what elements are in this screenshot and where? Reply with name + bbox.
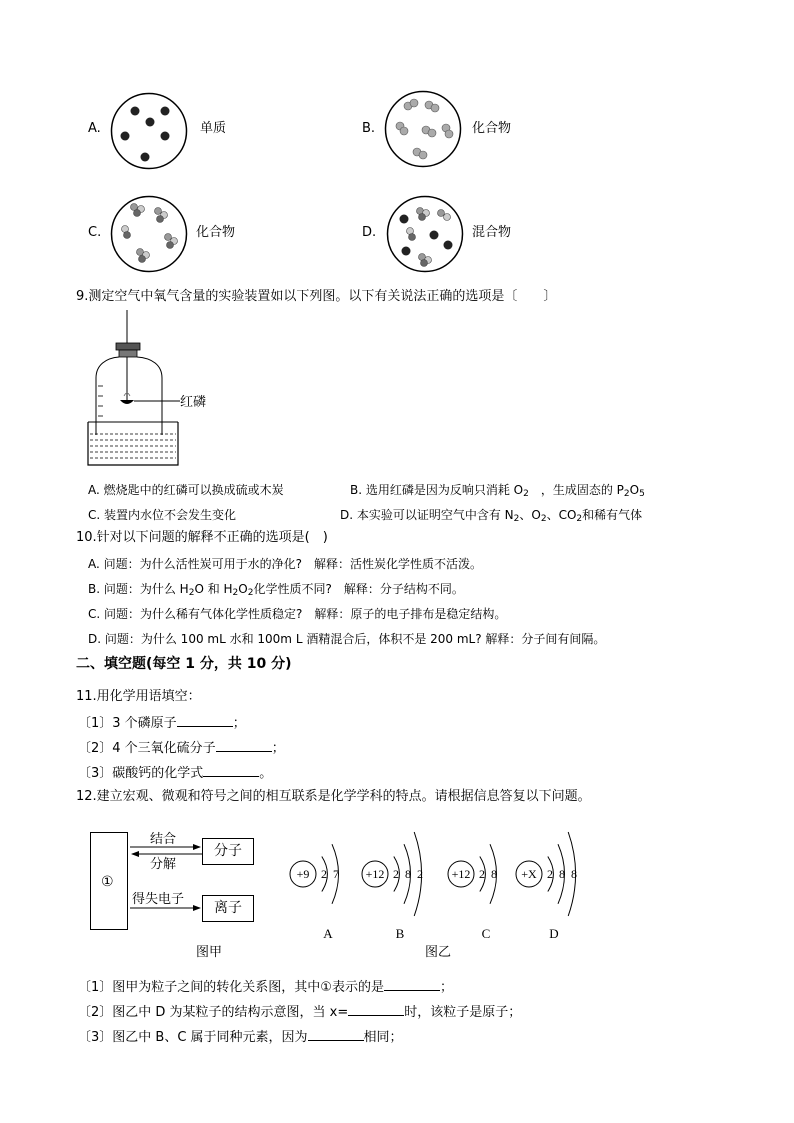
q8-c-particle-diagram [110, 195, 188, 273]
q8-d-label: 混合物 [472, 225, 512, 240]
atom-structure-d [514, 822, 594, 942]
electron-count: 2 [417, 867, 423, 881]
q9-apparatus-figure [86, 310, 216, 470]
q9-option-d: D. 本实验可以证明空气中含有 $N_2$、$O_2$、$CO_2$和稀有气体 [340, 508, 643, 524]
figure-jia-caption: 图甲 [196, 945, 223, 960]
q9-option-a: A. 燃烧匙中的红磷可以换成硫或木炭 [88, 483, 284, 497]
q10-option-d: D. 问题：为什么 100 mL 水和 100m L 酒精混合后，体积不是 200 mL? 解释：分子间有间隔。 [88, 632, 606, 646]
center-circle-number: ① [101, 874, 114, 890]
answer-blank[interactable] [308, 1028, 364, 1041]
q12-part-2: 〔2〕图乙中 D 为某粒子的结构示意图，当 x= 时，该粒子是原子； [78, 1005, 522, 1020]
answer-blank[interactable] [216, 739, 272, 752]
q10-option-a: A. 问题：为什么活性炭可用于水的净化? 解释：活性炭化学性质不活泼。 [88, 557, 482, 571]
q9-option-c: C. 装置内水位不会发生变化 [88, 508, 237, 522]
section-title: 二、填空题(每空 1 分，共 10 分) [76, 656, 292, 672]
q8-a-letter: A. [88, 121, 101, 136]
q9-option-b: B. 选用红磷是因为反响只消耗 $O_2$ ，生成固态的 $P_2O_5$ [350, 483, 645, 499]
q10-option-c: C. 问题：为什么稀有气体化学性质稳定? 解释：原子的电子排布是稳定结构。 [88, 607, 507, 621]
ion-label: 离子 [214, 900, 242, 916]
q11-part-3: 〔3〕碳酸钙的化学式 。 [78, 766, 273, 781]
answer-blank[interactable] [203, 764, 259, 777]
q8-b-label: 化合物 [472, 121, 512, 136]
label-combine: 结合 [150, 832, 177, 847]
q11-part-2: 〔2〕4 个三氧化硫分子 ； [78, 741, 285, 756]
q8-a-label: 单质 [200, 121, 227, 136]
q8-b-particle-diagram [384, 90, 462, 168]
electron-count: 8 [559, 867, 565, 881]
q9-stem: 9.测定空气中氧气含量的实验装置如以下列图。以下有关说法正确的选项是〔 〕 [76, 289, 557, 304]
q10-option-b: B. 问题：为什么 $H_2O$ 和 $H_2O_2$化学性质不同? 解释：分子结构不同。 [88, 582, 464, 598]
q12-part-1: 〔1〕图甲为粒子之间的转化关系图，其中①表示的是 ； [78, 980, 453, 995]
q12-part-3: 〔3〕图乙中 B、C 属于同种元素，因为 相同； [78, 1030, 403, 1045]
q8-b-letter: B. [362, 121, 376, 136]
q11-stem: 11.用化学用语填空： [76, 689, 201, 704]
electron-count: 2 [321, 867, 327, 881]
q9-figure-label-red-phosphorus: 红磷 [180, 395, 207, 410]
atom-letter: D [549, 926, 559, 941]
answer-blank[interactable] [348, 1003, 404, 1016]
nucleus-charge: +12 [365, 867, 385, 881]
label-decompose: 分解 [150, 857, 177, 872]
q8-d-particle-diagram [386, 195, 464, 273]
q8-a-particle-diagram [110, 92, 188, 170]
electron-count: 8 [491, 867, 497, 881]
answer-blank[interactable] [177, 714, 233, 727]
electron-count: 7 [333, 867, 339, 881]
atom-letter: C [481, 926, 491, 941]
answer-blank[interactable] [384, 978, 440, 991]
atom-letter: B [395, 926, 405, 941]
nucleus-charge: +X [521, 867, 537, 881]
atom-letter: A [323, 926, 333, 941]
nucleus-charge: +12 [451, 867, 471, 881]
electron-count: 8 [405, 867, 411, 881]
atom-structure-a [288, 822, 368, 942]
electron-count: 2 [479, 867, 485, 881]
q12-stem: 12.建立宏观、微观和符号之间的相互联系是化学学科的特点。请根据信息答复以下问题。 [76, 789, 591, 804]
electron-count: 2 [547, 867, 553, 881]
q8-c-letter: C. [88, 225, 102, 240]
electron-count: 8 [571, 867, 577, 881]
atom-structure-b [360, 822, 440, 942]
nucleus-charge: +9 [296, 867, 310, 881]
molecule-label: 分子 [214, 843, 242, 859]
q8-d-letter: D. [362, 225, 377, 240]
figure-yi-caption: 图乙 [425, 945, 452, 960]
q10-stem: 10.针对以下问题的解释不正确的选项是( ) [76, 530, 328, 545]
label-gain-lose-electrons: 得失电子 [132, 892, 185, 907]
q8-c-label: 化合物 [196, 225, 236, 240]
q11-part-1: 〔1〕3 个磷原子 ； [78, 716, 246, 731]
electron-count: 2 [393, 867, 399, 881]
